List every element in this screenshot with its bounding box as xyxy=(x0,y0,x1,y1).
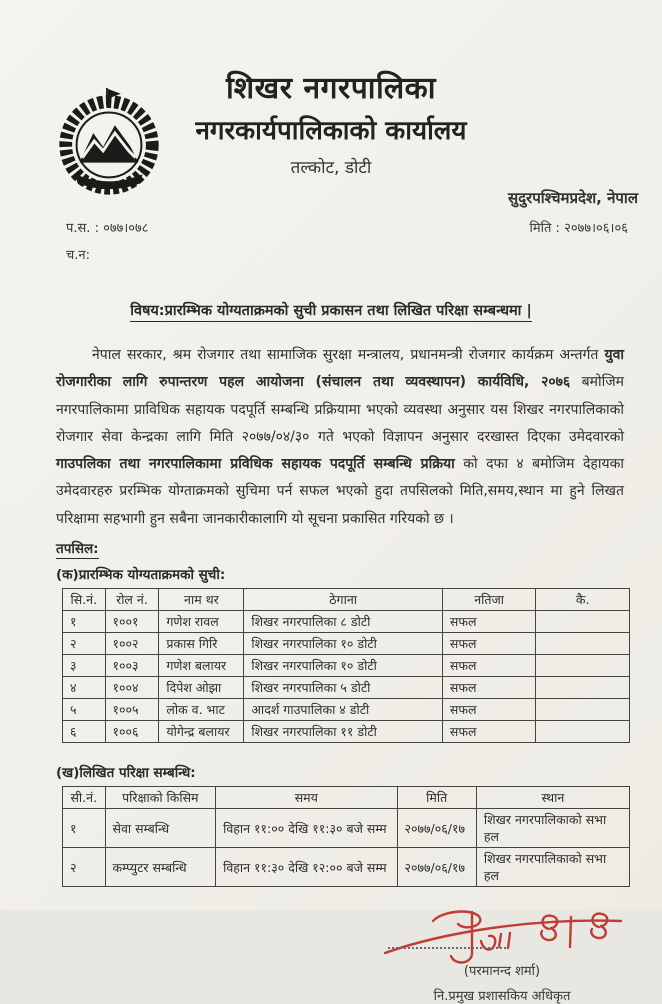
table-cell: योगेन्द्र बलायर xyxy=(159,721,244,743)
table-row xyxy=(63,633,630,655)
table-row xyxy=(63,611,630,633)
reference-row xyxy=(66,218,628,272)
table-cell: १००२ xyxy=(105,633,159,655)
table-cell: ५ xyxy=(63,699,106,721)
body-text-segment: को दफा ४ बमोजिम देहायका उमेदवारहरु प्ररम्भिक योग्ताक्रमको सुचिमा पर्न सफल भएको हुदा तपसिलको मिति,समय,स्थान मा हुने लिखत परिक्षामा सहभागी हुन सबैना जानकारीकालागि यो सूचना प्रकासित गरियको छ । xyxy=(56,456,624,527)
office-name: नगरकार्यपालिकाको कार्यालय xyxy=(195,116,467,146)
table-header-cell: मिति xyxy=(397,787,476,809)
table-cell: सफल xyxy=(442,633,536,655)
nepal-emblem-icon xyxy=(50,80,168,202)
chalani-number: च.न: xyxy=(66,248,90,263)
table-header-cell: सी.नं. xyxy=(63,787,106,809)
exam-schedule-table xyxy=(62,786,630,887)
table-header-cell: सि.नं. xyxy=(63,589,106,611)
table-cell: २०७७/०६/१७ xyxy=(397,848,476,887)
signature-scribble xyxy=(377,903,627,967)
table-cell: गणेश रावल xyxy=(159,611,244,633)
table-header-cell: समय xyxy=(216,787,397,809)
ref-number: प.स. : ०७७।०७८ xyxy=(66,221,149,236)
table-header-cell: परिक्षाको किसिम xyxy=(105,787,216,809)
signatory-name: (परमानन्द शर्मा) xyxy=(463,964,541,980)
table-header-row xyxy=(63,589,630,611)
table-header-cell: रोल नं. xyxy=(105,589,159,611)
table-cell: १००१ xyxy=(105,611,159,633)
municipality-name: शिखर नगरपालिका xyxy=(226,71,436,106)
signatory-title: नि.प्रमुख प्रशासकिय अधिकृत xyxy=(433,989,571,1004)
table-cell: सफल xyxy=(442,655,536,677)
table-cell xyxy=(536,721,630,743)
table-cell: शिखर नगरपालिका १० डोटी xyxy=(244,655,442,677)
table-header-cell: नाम थर xyxy=(159,589,244,611)
table-cell: प्रकास गिरि xyxy=(159,633,244,655)
subject-line: विषय:प्रारम्भिक योग्यताक्रमको सुची प्रकासन तथा लिखित परिक्षा सम्बन्धमा | xyxy=(0,300,662,320)
table-cell xyxy=(536,633,630,655)
table-cell: सफल xyxy=(442,611,536,633)
table-header-cell: कै. xyxy=(536,589,630,611)
table-cell: ३ xyxy=(63,655,106,677)
table-cell: सफल xyxy=(442,721,536,743)
table-cell xyxy=(536,699,630,721)
table-cell: २०७७/०६/१७ xyxy=(397,809,476,848)
table-cell: शिखर नगरपालिकाको सभा हल xyxy=(476,809,629,848)
table-cell: शिखर नगरपालिकाको सभा हल xyxy=(476,848,629,887)
table-cell: शिखर नगरपालिका १० डोटी xyxy=(244,633,442,655)
table-row xyxy=(63,655,630,677)
body-text-segment: युवा रोजगारीका लागि रुपान्तरण पहल आयोजना (संचालन तथा व्यवस्थापन) कार्यविधि, २०७६ xyxy=(56,347,624,391)
table-row xyxy=(63,699,630,721)
office-address: तल्कोट, डोटी xyxy=(290,158,372,178)
table-cell xyxy=(536,611,630,633)
table-row xyxy=(63,848,630,887)
table-cell: १००६ xyxy=(105,721,159,743)
province-line: सुदुरपश्चिमप्रदेश, नेपाल xyxy=(507,189,638,207)
table-cell: शिखर नगरपालिका ५ डोटी xyxy=(244,677,442,699)
table-cell: ४ xyxy=(63,677,106,699)
table-cell: १००५ xyxy=(105,699,159,721)
body-paragraph xyxy=(56,342,624,533)
table-cell: २ xyxy=(63,633,106,655)
table-cell: विहान ११:०० देखि ११:३० बजे सम्म xyxy=(216,809,397,848)
table-row xyxy=(63,721,630,743)
table-cell: १००४ xyxy=(105,677,159,699)
table-cell xyxy=(536,677,630,699)
section-a-heading: (क)प्रारम्भिक योग्यताक्रमको सुची: xyxy=(56,567,226,584)
table-cell: आदर्श गाउपालिका ४ डोटी xyxy=(244,699,442,721)
table-cell: लोक व. भाट xyxy=(159,699,244,721)
table-header-cell: स्थान xyxy=(476,787,629,809)
table-cell: सेवा सम्बन्धि xyxy=(105,809,216,848)
table-cell xyxy=(536,655,630,677)
table-cell: गणेश बलायर xyxy=(159,655,244,677)
table-cell: कम्प्युटर सम्बन्धि xyxy=(105,848,216,887)
section-b-heading: (ख)लिखित परिक्षा सम्बन्धि: xyxy=(56,765,196,782)
table-row xyxy=(63,809,630,848)
table-cell: सफल xyxy=(442,677,536,699)
table-cell: १ xyxy=(63,611,106,633)
table-cell: १ xyxy=(63,809,106,848)
body-text-segment: बमोजिम नगरपालिकामा प्राविधिक सहायक पदपूर्ति सम्बन्धि प्रक्रियामा भएको व्यवस्था अनुसार यस शिखर नगरपालिकाको रोजगार सेवा केन्द्रका लागि मिति २०७७/०४/३० गते भएको विज्ञापन अनुसार दरखास्त दिएका उमेदवारको xyxy=(56,374,625,445)
table-cell: शिखर नगरपालिका ११ डोटी xyxy=(244,721,442,743)
signature-dotted-line xyxy=(388,947,506,949)
table-cell: ६ xyxy=(63,721,106,743)
table-header-cell: नतिजा xyxy=(442,589,536,611)
table-cell: सफल xyxy=(442,699,536,721)
table-cell: १००३ xyxy=(105,655,159,677)
merit-list-table xyxy=(62,588,630,743)
signature-block xyxy=(362,903,642,1004)
table-cell: विहान ११:३० देखि १२:०० बजे सम्म xyxy=(216,848,397,887)
body-text-segment: गाउपलिका तथा नगरपालिकामा प्रविधिक सहायक पदपूर्ति सम्बन्धि प्रक्रिया xyxy=(56,456,455,473)
table-cell: २ xyxy=(63,848,106,887)
reference-numbers xyxy=(66,218,149,272)
table-header-cell: ठेगाना xyxy=(244,589,442,611)
letter-date: मिति : २०७७।०६।०६ xyxy=(529,221,628,236)
table-row xyxy=(63,677,630,699)
body-text-segment: नेपाल सरकार, श्रम रोजगार तथा सामाजिक सुरक्षा मन्त्रालय, प्रधानमन्त्री रोजगार कार्यक्रम अन्तर्गत xyxy=(92,347,605,363)
table-header-row xyxy=(63,787,630,809)
table-cell: शिखर नगरपालिका ८ डोटी xyxy=(244,611,442,633)
tapasil-heading: तपसिल: xyxy=(56,541,99,558)
table-cell: दिपेश ओझा xyxy=(159,677,244,699)
